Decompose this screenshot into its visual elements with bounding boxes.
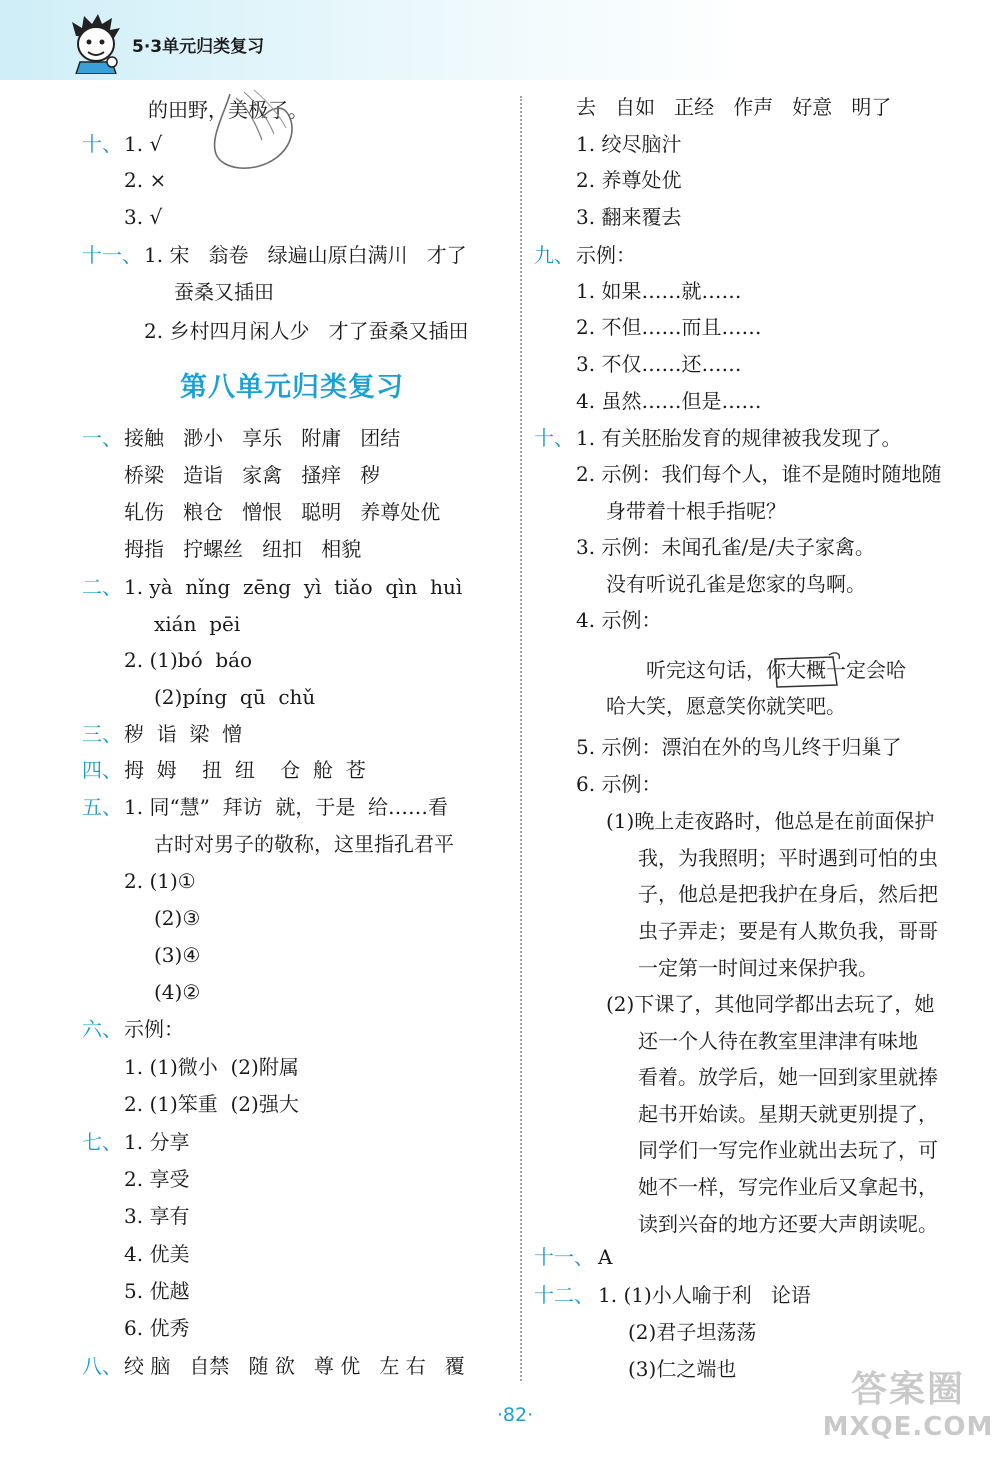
question-number <box>82 720 122 748</box>
question-number-label: 五、 <box>82 795 122 819</box>
answer-line: 2. 养尊处优 <box>576 168 682 192</box>
answer-line: (3)仁之端也 <box>628 1357 737 1381</box>
answer-line: 起书开始读。星期天就更别提了， <box>638 1102 938 1126</box>
answer-line: 2. 示例：我们每个人，谁不是随时随地随 <box>576 462 942 486</box>
answer-line: 5. 示例：漂泊在外的鸟儿终于归巢了 <box>576 735 902 759</box>
answer-line: (1)晚上走夜路时，他总是在前面保护 <box>606 809 935 833</box>
boy-mascot-icon <box>66 12 126 74</box>
answer-line: 拇 姆 扭 纽 仓 舱 苍 <box>124 758 366 782</box>
answer-line: 1. 有关胚胎发育的规律被我发现了。 <box>576 426 902 450</box>
question-number <box>82 1352 122 1380</box>
column-divider <box>520 96 522 1381</box>
question-number-label: 一、 <box>82 426 122 450</box>
answer-line: 拇指 拧螺丝 纽扣 相貌 <box>124 537 362 561</box>
answer-line: 虫子弄走；要是有人欺负我，哥哥 <box>638 919 938 943</box>
answer-line: 2. 享受 <box>124 1167 190 1191</box>
question-number-label: 九、 <box>534 243 574 267</box>
answer-line: 2. (1)笨重 (2)强大 <box>124 1092 299 1116</box>
answer-line: 1. √ <box>124 132 163 156</box>
answer-line: 绞 脑 自禁 随 欲 尊 优 左 右 覆 <box>124 1354 465 1378</box>
question-number-label: 八、 <box>82 1354 122 1378</box>
answer-line: (2)píng qū chǔ <box>154 685 316 709</box>
question-number-label: 四、 <box>82 758 122 782</box>
question-number-label: 十二、 <box>534 1283 594 1307</box>
answer-line: xián pēi <box>154 612 241 636</box>
answer-line: (2)③ <box>154 906 201 930</box>
answer-line: 1. (1)微小 (2)附属 <box>124 1055 299 1079</box>
handwritten-box-mark <box>771 651 843 691</box>
answer-line: 我，为我照明；平时遇到可怕的虫 <box>638 846 938 870</box>
answer-line: 一定第一时间过来保护我。 <box>638 956 878 980</box>
answer-line: 示例： <box>124 1017 184 1041</box>
answer-line: 3. 享有 <box>124 1204 190 1228</box>
answer-line: 2. 不但……而且…… <box>576 315 762 339</box>
question-number-label: 十一、 <box>534 1245 594 1269</box>
answer-line: 古时对男子的敬称，这里指孔君平 <box>154 832 454 856</box>
question-number <box>82 793 122 821</box>
answer-line: 1. 同“慧” 拜访 就，于是 给……看 <box>124 795 449 819</box>
answer-line: 2. (1)bó báo <box>124 648 253 672</box>
answer-line: 没有听说孔雀是您家的鸟啊。 <box>606 572 866 596</box>
answer-line: 3. √ <box>124 205 163 229</box>
answer-line: 1. 绞尽脑汁 <box>576 132 682 156</box>
watermark-url: MXQE.COM <box>822 1412 994 1442</box>
question-number-label: 十一、 <box>82 243 142 267</box>
answer-line: 5. 优越 <box>124 1279 190 1303</box>
answer-line: 1. 分享 <box>124 1130 190 1154</box>
answer-line: 2. (1)① <box>124 869 196 893</box>
answer-line: 4. 虽然……但是…… <box>576 389 762 413</box>
question-number <box>82 241 142 269</box>
question-number-label: 二、 <box>82 575 122 599</box>
question-number <box>82 130 122 158</box>
answer-line: 桥梁 造诣 家禽 搔痒 秽 <box>124 463 381 487</box>
answer-line: A <box>598 1245 613 1269</box>
watermark-logo-text: 答案圈 <box>850 1369 965 1410</box>
answer-line: 的田野，美极了。 <box>148 98 308 122</box>
answer-line: 读到兴奋的地方还要大声朗读呢。 <box>638 1212 938 1236</box>
question-number <box>82 756 122 784</box>
answer-line: 1. 如果……就…… <box>576 279 742 303</box>
answer-line: 接触 渺小 享乐 附庸 团结 <box>124 426 401 450</box>
answer-line: 秽 诣 梁 憎 <box>124 722 243 746</box>
question-number <box>534 1281 594 1309</box>
answer-line: 还一个人待在教室里津津有味地 <box>638 1029 918 1053</box>
question-number-label: 七、 <box>82 1130 122 1154</box>
question-number <box>534 1243 594 1271</box>
question-number <box>82 1128 122 1156</box>
page-header <box>0 0 1000 80</box>
answer-line: 看着。放学后，她一回到家里就捧 <box>638 1065 938 1089</box>
answer-line: 去 自如 正经 作声 好意 明了 <box>576 95 892 119</box>
answer-line: 示例： <box>576 243 636 267</box>
answer-line: 6. 优秀 <box>124 1316 190 1340</box>
question-number <box>82 424 122 452</box>
pencil-scribble-mark <box>196 84 306 184</box>
answer-line: 轧伤 粮仓 憎恨 聪明 养尊处优 <box>124 500 441 524</box>
page-number: ·82· <box>496 1404 534 1426</box>
answer-line: 2. × <box>124 168 167 192</box>
answer-line: 身带着十根手指呢？ <box>606 499 786 523</box>
answer-line: 3. 不仅……还…… <box>576 352 742 376</box>
answer-line: 4. 优美 <box>124 1242 190 1266</box>
question-number <box>82 1015 122 1043</box>
question-number <box>534 424 574 452</box>
answer-line: 听完这句话，你大概一定会哈 <box>646 658 906 682</box>
answer-line: 蚕桑又插田 <box>174 280 274 304</box>
answer-line: 3. 示例：未闻孔雀/是/夫子家禽。 <box>576 535 875 559</box>
site-watermark <box>818 1368 998 1458</box>
answer-line: 2. 乡村四月闲人少 才了蚕桑又插田 <box>144 319 469 343</box>
answer-line: 1. yà nǐng zēng yì tiǎo qìn huì <box>124 575 463 599</box>
answer-line: (3)④ <box>154 943 201 967</box>
answer-line: 1. 宋 翁卷 绿遍山原白满川 才了 <box>144 243 467 267</box>
answer-line: (2)君子坦荡荡 <box>628 1320 757 1344</box>
question-number-label: 十、 <box>534 426 574 450</box>
answer-line: 3. 翻来覆去 <box>576 205 682 229</box>
answer-line: 她不一样，写完作业后又拿起书， <box>638 1175 938 1199</box>
answer-line: 1. (1)小人喻于利 论语 <box>598 1283 811 1307</box>
answer-line: 4. 示例： <box>576 608 662 632</box>
question-number <box>534 241 574 269</box>
answer-line: 子，他总是把我护在身后，然后把 <box>638 882 938 906</box>
header-title: 5·3单元归类复习 <box>132 37 265 57</box>
answer-line: 哈大笑，愿意笑你就笑吧。 <box>606 694 846 718</box>
unit-review-title: 第八单元归类复习 <box>180 372 404 403</box>
question-number <box>82 573 122 601</box>
answer-line: (2)下课了，其他同学都出去玩了，她 <box>606 992 935 1016</box>
answer-line: 同学们一写完作业就出去玩了，可 <box>638 1138 938 1162</box>
question-number-label: 十、 <box>82 132 122 156</box>
question-number-label: 六、 <box>82 1017 122 1041</box>
question-number-label: 三、 <box>82 722 122 746</box>
answer-line: 6. 示例： <box>576 772 662 796</box>
answer-line: (4)② <box>154 980 201 1004</box>
